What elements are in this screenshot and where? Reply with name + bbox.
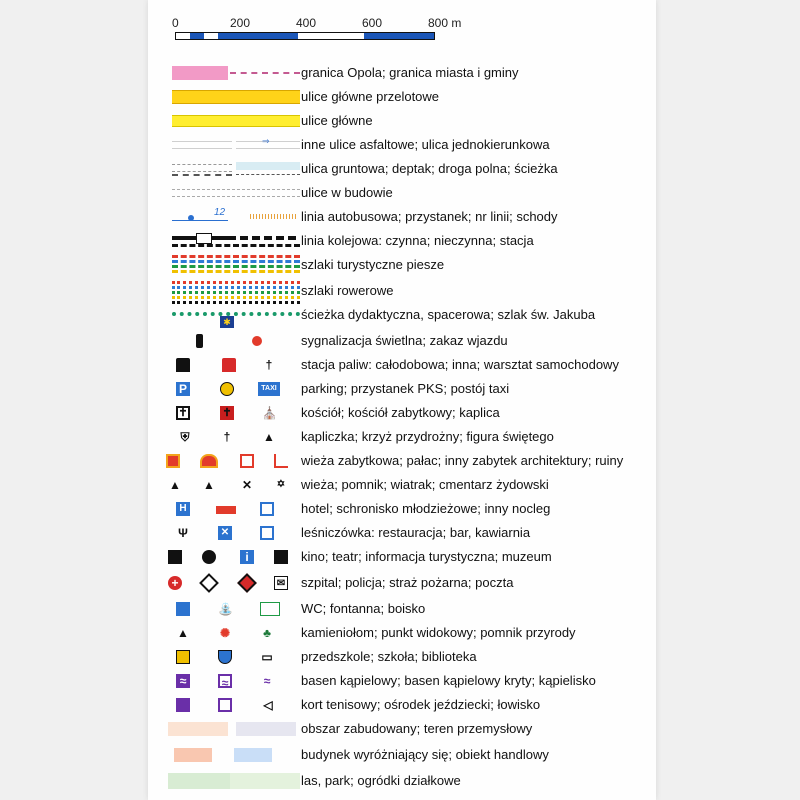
fishery-icon: ◁ <box>263 698 273 712</box>
legend-row <box>160 474 650 496</box>
legend-symbol <box>160 572 300 594</box>
legend-label: kamieniołom; punkt widokowy; pomnik przyrody <box>301 625 576 640</box>
historic-church-icon: ✝ <box>220 406 234 420</box>
forester-lodge-icon: Ψ <box>178 526 188 540</box>
fuel-station-24h-icon <box>176 358 190 372</box>
legend-label: przedszkole; szkoła; biblioteka <box>301 649 477 664</box>
legend-label: ścieżka dydaktyczna, spacerowa; szlak św. Jakuba <box>301 307 596 322</box>
legend-symbol <box>160 354 300 376</box>
legend-symbol <box>160 134 300 156</box>
library-icon: ▭ <box>261 650 273 664</box>
municipal-boundary-line-icon <box>230 72 300 74</box>
post-office-icon: ✉ <box>274 576 288 590</box>
trail-line-red <box>172 255 300 258</box>
city-boundary-line-icon <box>172 66 228 80</box>
trail-dots-red <box>172 281 300 284</box>
car-workshop-icon: † <box>265 358 273 372</box>
tennis-court-icon <box>176 698 190 712</box>
legend-row <box>160 62 650 84</box>
legend-symbol <box>160 694 300 716</box>
kindergarten-icon <box>176 650 190 664</box>
scale-segment <box>176 33 190 39</box>
scale-label: 600 <box>362 16 383 30</box>
legend-row <box>160 402 650 424</box>
legend-symbol <box>160 86 300 108</box>
museum-icon <box>274 550 288 564</box>
monument-icon: ▲ <box>203 478 215 492</box>
legend-symbol <box>160 546 300 568</box>
fire-station-icon <box>237 573 257 593</box>
legend-row <box>160 378 650 400</box>
other-monument-icon <box>240 454 254 468</box>
legend-row <box>160 304 650 326</box>
scale-segment <box>218 33 232 39</box>
legend-row <box>160 330 650 352</box>
scale-bar <box>175 32 435 40</box>
legend-row <box>160 646 650 668</box>
legend-row <box>160 450 650 472</box>
legend-label: wieża; pomnik; wiatrak; cmentarz żydowski <box>301 477 549 492</box>
allotment-gardens-icon <box>230 773 300 789</box>
legend-label: szpital; policja; straż pożarna; poczta <box>301 575 514 590</box>
legend-row <box>160 770 650 792</box>
legend-row <box>160 622 650 644</box>
scale-segment <box>298 33 364 39</box>
legend-symbol <box>160 474 300 496</box>
church-icon: ✝ <box>176 406 190 420</box>
legend-row <box>160 280 650 302</box>
legend-symbol <box>160 62 300 84</box>
tourist-information-icon: i <box>240 550 254 564</box>
trail-dots-green <box>172 291 300 294</box>
windmill-icon: ✕ <box>241 478 253 492</box>
legend-row <box>160 158 650 180</box>
legend-symbol <box>160 304 300 326</box>
fuel-station-icon <box>222 358 236 372</box>
legend-row <box>160 572 650 594</box>
legend-label: budynek wyróżniający się; obiekt handlowy <box>301 747 549 762</box>
legend-symbol <box>160 402 300 424</box>
legend-symbol <box>160 206 300 228</box>
legend-label: inne ulice asfaltowe; ulica jednokierunkowa <box>301 137 550 152</box>
legend-label: linia autobusowa; przystanek; nr linii; schody <box>301 209 558 224</box>
legend-row <box>160 670 650 692</box>
legend-symbol <box>160 770 300 792</box>
taxi-icon: TAXI <box>258 382 280 396</box>
legend-label: parking; przystanek PKS; postój taxi <box>301 381 510 396</box>
legend-symbol <box>160 230 300 252</box>
cinema-icon <box>168 550 182 564</box>
cafe-icon <box>260 526 274 540</box>
scale-label: 800 m <box>428 16 462 30</box>
legend-symbol <box>160 522 300 544</box>
historic-tower-icon <box>166 454 180 468</box>
street-under-construction-icon <box>172 189 300 197</box>
legend-row <box>160 354 650 376</box>
swimming-pool-icon: ≈ <box>176 674 190 688</box>
traffic-light-icon <box>196 334 203 348</box>
scale-segment <box>364 33 434 39</box>
trail-line-green <box>172 265 300 268</box>
nature-monument-icon: ♣ <box>263 626 271 640</box>
legend-symbol <box>160 158 300 180</box>
railway-station-icon <box>196 233 212 244</box>
legend-row <box>160 86 650 108</box>
built-up-area-icon <box>168 722 228 736</box>
scale-segment <box>232 33 298 39</box>
legend-row <box>160 426 650 448</box>
theatre-icon <box>202 550 216 564</box>
legend-label: szlaki turystyczne piesze <box>301 257 445 272</box>
sports-field-icon <box>260 602 280 616</box>
legend-label: ulice główne przelotowe <box>301 89 440 104</box>
legend-label: kino; teatr; informacja turystyczna; muzeum <box>301 549 552 564</box>
chapel-icon: ⛪ <box>262 406 277 420</box>
trail-dots-blue <box>172 286 300 289</box>
stairs-icon <box>250 214 296 219</box>
legend-label: kort tenisowy; ośrodek jeździecki; łowisko <box>301 697 541 712</box>
legend-symbol <box>160 426 300 448</box>
legend-symbol <box>160 622 300 644</box>
restaurant-icon: ✕ <box>218 526 232 540</box>
legend-symbol <box>160 330 300 352</box>
bus-line-number: 12 <box>214 207 226 218</box>
asphalt-street-icon <box>172 141 232 149</box>
educational-path-icon <box>172 312 300 316</box>
youth-hostel-icon <box>216 506 236 514</box>
legend-row <box>160 546 650 568</box>
legend-label: granica Opola; granica miasta i gminy <box>301 65 519 80</box>
tower-icon: ▲ <box>169 478 181 492</box>
main-street-icon <box>172 115 300 127</box>
fountain-icon: ⛲ <box>218 602 233 616</box>
bicycle-trail-icon <box>160 280 300 302</box>
legend-symbol <box>160 670 300 692</box>
wayside-cross-icon: † <box>223 430 231 444</box>
scale-label: 0 <box>172 16 179 30</box>
forest-park-icon <box>168 773 230 789</box>
accommodation-icon <box>260 502 274 516</box>
no-entry-icon <box>252 336 262 346</box>
trail-dots-yellow <box>172 296 300 299</box>
legend-label: las, park; ogródki działkowe <box>301 773 461 788</box>
legend-row <box>160 254 650 276</box>
trail-line-blue <box>172 260 300 263</box>
legend-symbol <box>160 744 300 766</box>
legend-label: ulice główne <box>301 113 373 128</box>
legend-label: basen kąpielowy; basen kąpielowy kryty; kąpielisko <box>301 673 596 688</box>
legend-label: linia kolejowa: czynna; nieczynna; stacja <box>301 233 534 248</box>
legend-label: ulica gruntowa; deptak; droga polna; ścieżka <box>301 161 558 176</box>
legend-label: wieża zabytkowa; pałac; inny zabytek architektury; ruiny <box>301 453 624 468</box>
legend-row <box>160 498 650 520</box>
shopping-facility-icon <box>234 748 272 762</box>
st-james-way-icon: ✱ <box>220 316 234 328</box>
legend-row <box>160 744 650 766</box>
legend-symbol <box>160 110 300 132</box>
legend-row <box>160 718 650 740</box>
jewish-cemetery-icon: ✡ <box>276 479 286 490</box>
legend-label: kapliczka; krzyż przydrożny; figura świętego <box>301 429 554 444</box>
legend-symbol <box>160 378 300 400</box>
railway-inactive-icon <box>172 244 300 247</box>
legend-symbol <box>160 718 300 740</box>
bathing-area-icon: ≈ <box>263 674 271 688</box>
toilet-icon <box>176 602 190 616</box>
legend-symbol <box>160 450 300 472</box>
viewpoint-icon: ✺ <box>219 626 231 640</box>
quarry-icon: ▲ <box>177 626 189 640</box>
scale-label: 400 <box>296 16 317 30</box>
railway-active-icon <box>240 236 300 240</box>
scale-label: 200 <box>230 16 251 30</box>
legend-label: WC; fontanna; boisko <box>301 601 426 616</box>
legend-row <box>160 522 650 544</box>
legend-label: leśniczówka: restauracja; bar, kawiarnia <box>301 525 531 540</box>
palace-icon <box>200 454 218 468</box>
legend-label: obszar zabudowany; teren przemysłowy <box>301 721 533 736</box>
legend-label: kościół; kościół zabytkowy; kaplica <box>301 405 500 420</box>
legend-row <box>160 598 650 620</box>
saint-statue-icon: ▲ <box>263 430 275 444</box>
hotel-icon: H <box>176 502 190 516</box>
bus-stop-icon <box>188 215 194 221</box>
scale-segment <box>190 33 204 39</box>
legend-label: stacja paliw: całodobowa; inna; warsztat samochodowy <box>301 357 619 372</box>
parking-icon: P <box>176 382 190 396</box>
school-icon <box>218 650 232 664</box>
legend-label: sygnalizacja świetlna; zakaz wjazdu <box>301 333 508 348</box>
indoor-pool-icon: ≈ <box>218 674 232 688</box>
legend-symbol <box>160 182 300 204</box>
trail-line-yellow <box>172 270 300 273</box>
footpath-icon <box>236 174 300 175</box>
scale-segment <box>204 33 218 39</box>
legend-symbol <box>160 646 300 668</box>
legend-row <box>160 694 650 716</box>
hiking-trail-icon <box>160 254 300 276</box>
bus-station-icon <box>220 382 234 396</box>
legend-row <box>160 206 650 228</box>
legend-row <box>160 182 650 204</box>
legend-row <box>160 110 650 132</box>
ruins-icon <box>274 454 288 468</box>
one-way-street-icon: ⇒ <box>236 141 300 149</box>
legend-row <box>160 134 650 156</box>
field-road-icon <box>172 174 232 176</box>
main-transit-street-icon <box>172 90 300 104</box>
legend-label: ulice w budowie <box>301 185 393 200</box>
riding-centre-icon <box>218 698 232 712</box>
legend-label: szlaki rowerowe <box>301 283 394 298</box>
notable-building-icon <box>174 748 212 762</box>
dirt-road-icon <box>172 164 232 172</box>
bus-line-icon <box>172 220 228 221</box>
legend-symbol <box>160 598 300 620</box>
industrial-area-icon <box>236 722 296 736</box>
wayside-shrine-icon: ⛨ <box>180 430 190 444</box>
legend-row <box>160 230 650 252</box>
police-icon <box>199 573 219 593</box>
hospital-icon: + <box>168 576 182 590</box>
legend-symbol <box>160 498 300 520</box>
promenade-icon <box>236 162 300 170</box>
legend-label: hotel; schronisko młodzieżowe; inny nocleg <box>301 501 551 516</box>
